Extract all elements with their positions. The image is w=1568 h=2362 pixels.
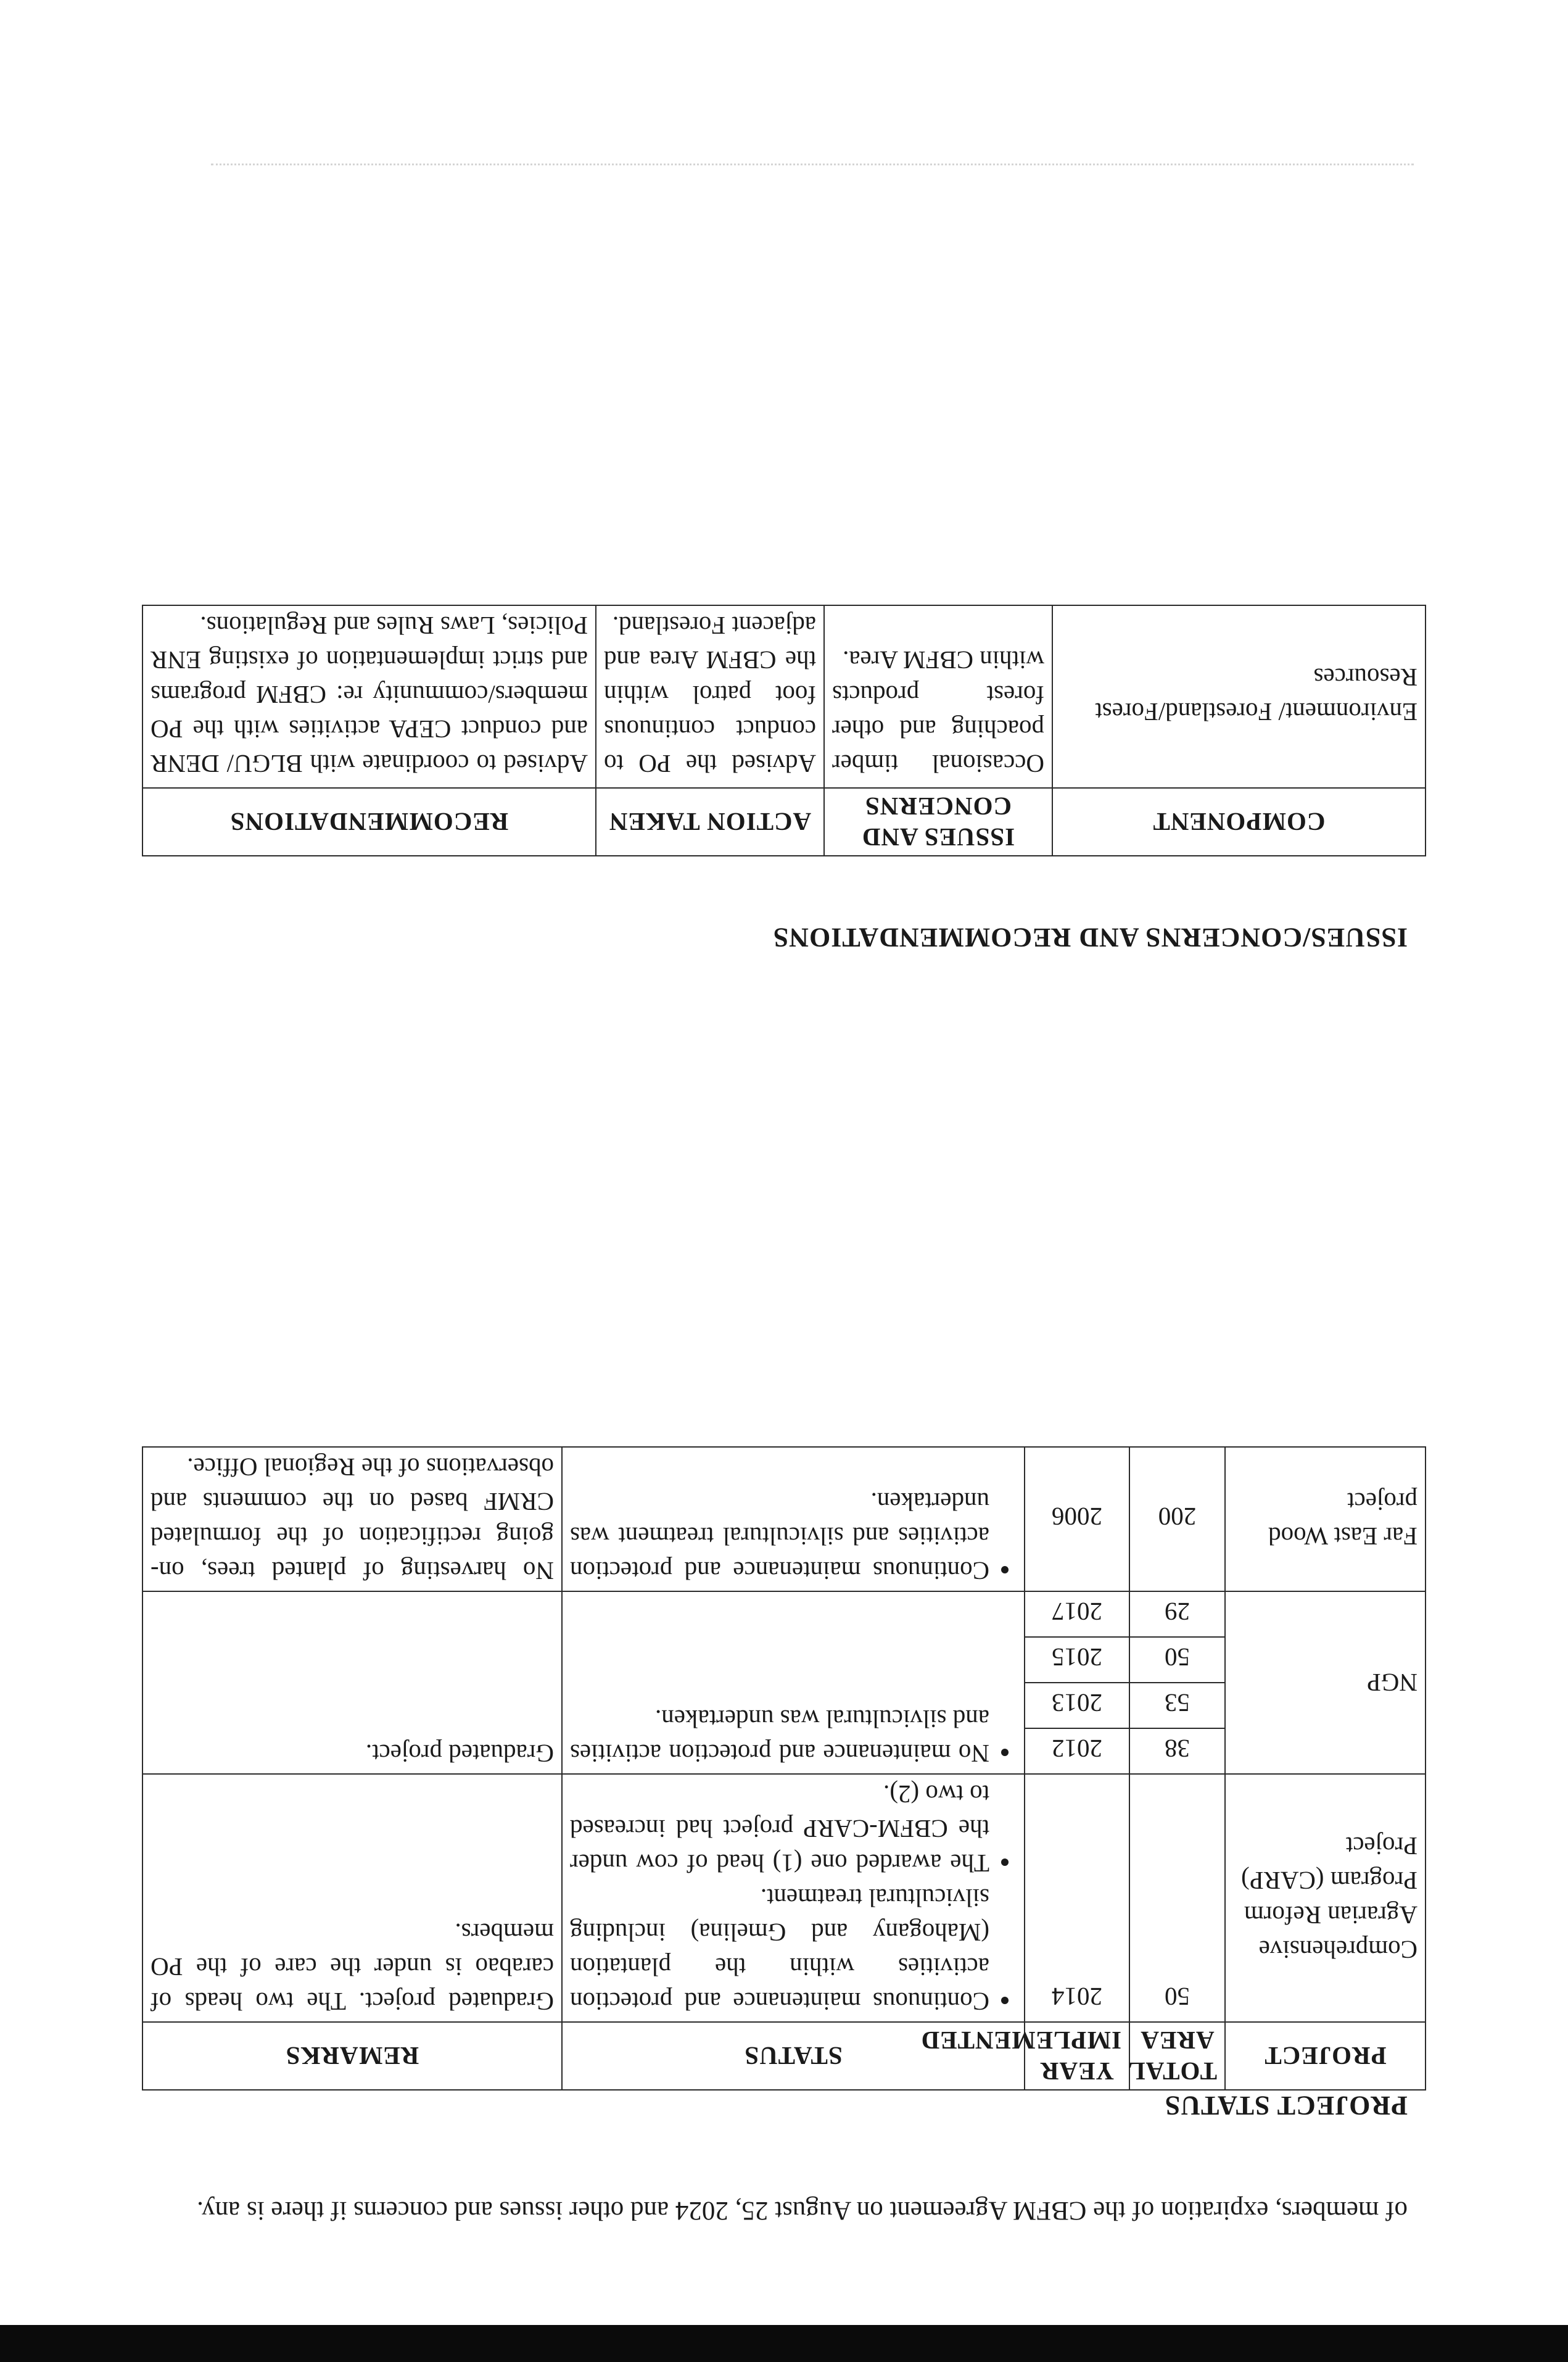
far-east-remarks: No harvesting of planted trees, on-going rectification of the formulated CRMF based on the comments and observations of the Regional Office. bbox=[142, 1447, 562, 1591]
carp-status-item-1: • Continuous maintenance and protection activities within the plantation (Mahogany and Gmelina) including silvicultural treatment. bbox=[570, 1881, 989, 2019]
project-status-table bbox=[142, 1446, 1426, 2091]
header-issues-concerns: ISSUES AND CONCERNS bbox=[824, 788, 1052, 856]
far-east-area: 200 bbox=[1129, 1447, 1225, 1591]
issues-cell: Occasional timber poaching and other forest products within CBFM Area. bbox=[824, 605, 1052, 788]
ngp-project-name: NGP bbox=[1225, 1591, 1426, 1774]
ngp-area: 29 bbox=[1129, 1591, 1225, 1637]
ngp-status bbox=[562, 1591, 1025, 1774]
carp-status-list bbox=[570, 1777, 1017, 2019]
component-cell: Environment/ Forestland/Forest Resources bbox=[1052, 605, 1426, 788]
table-row-environment bbox=[142, 605, 1426, 788]
ngp-area: 38 bbox=[1129, 1728, 1225, 1774]
header-status: STATUS bbox=[562, 2022, 1025, 2090]
issues-table bbox=[142, 605, 1426, 856]
ngp-status-list bbox=[570, 1702, 1017, 1771]
header-year-implemented: YEAR IMPLEMENTED bbox=[1025, 2022, 1129, 2090]
project-status-heading: PROJECT STATUS bbox=[1164, 2091, 1408, 2121]
issues-header-row bbox=[142, 788, 1426, 856]
intro-paragraph: of members, expiration of the CBFM Agreement on August 25, 2024 and other issues and concerns if there is any. bbox=[197, 2196, 1408, 2225]
far-east-status-item: • Continuous maintenance and protection activities and silvicultural treatment was undertaken. bbox=[570, 1485, 989, 1588]
far-east-status-list bbox=[570, 1485, 1017, 1588]
table-row-ngp-2012 bbox=[142, 1728, 1426, 1774]
ngp-year: 2017 bbox=[1025, 1591, 1129, 1637]
carp-project-name: Comprehensive Agrarian Reform Program (CARP) Project bbox=[1225, 1774, 1426, 2022]
header-remarks: REMARKS bbox=[142, 2022, 562, 2090]
ngp-remarks: Graduated project. bbox=[142, 1591, 562, 1774]
ngp-year: 2012 bbox=[1025, 1728, 1129, 1774]
issues-heading: ISSUES/CONCERNS AND RECOMMENDATIONS bbox=[772, 922, 1408, 953]
carp-status-item-2: • The awarded one (1) head of cow under the CBFM-CARP project had increased to two (2). bbox=[570, 1777, 989, 1881]
scan-edge-shadow bbox=[0, 2325, 1568, 2362]
carp-area: 50 bbox=[1129, 1774, 1225, 2022]
table-row-carp bbox=[142, 1774, 1426, 2022]
table-row-far-east bbox=[142, 1447, 1426, 1591]
ngp-area: 53 bbox=[1129, 1683, 1225, 1728]
far-east-year: 2006 bbox=[1025, 1447, 1129, 1591]
ngp-status-item: • No maintenance and protection activities and silvicultural was undertaken. bbox=[570, 1702, 989, 1771]
ngp-area: 50 bbox=[1129, 1637, 1225, 1683]
header-recommendations: RECOMMENDATIONS bbox=[142, 788, 596, 856]
carp-status bbox=[562, 1774, 1025, 2022]
action-cell: Advised the PO to conduct continuous foot patrol within the CBFM Area and adjacent Forestland. bbox=[596, 605, 824, 788]
header-project: PROJECT bbox=[1225, 2022, 1426, 2090]
header-action-taken: ACTION TAKEN bbox=[596, 788, 824, 856]
far-east-project-name: Far East Wood project bbox=[1225, 1447, 1426, 1591]
faint-scan-line bbox=[211, 164, 1414, 165]
header-component: COMPONENT bbox=[1052, 788, 1426, 856]
carp-remarks: Graduated project. The two heads of carabao is under the care of the PO members. bbox=[142, 1774, 562, 2022]
carp-year: 2014 bbox=[1025, 1774, 1129, 2022]
recommendations-cell: Advised to coordinate with BLGU/ DENR and conduct CEPA activities with the PO members/community re: CBFM programs and strict implementation of existing ENR Policies, Laws Rules and Regulations. bbox=[142, 605, 596, 788]
far-east-status bbox=[562, 1447, 1025, 1591]
ngp-year: 2013 bbox=[1025, 1683, 1129, 1728]
ngp-year: 2015 bbox=[1025, 1637, 1129, 1683]
header-total-area: TOTAL AREA bbox=[1129, 2022, 1225, 2090]
status-header-row bbox=[142, 2022, 1426, 2090]
